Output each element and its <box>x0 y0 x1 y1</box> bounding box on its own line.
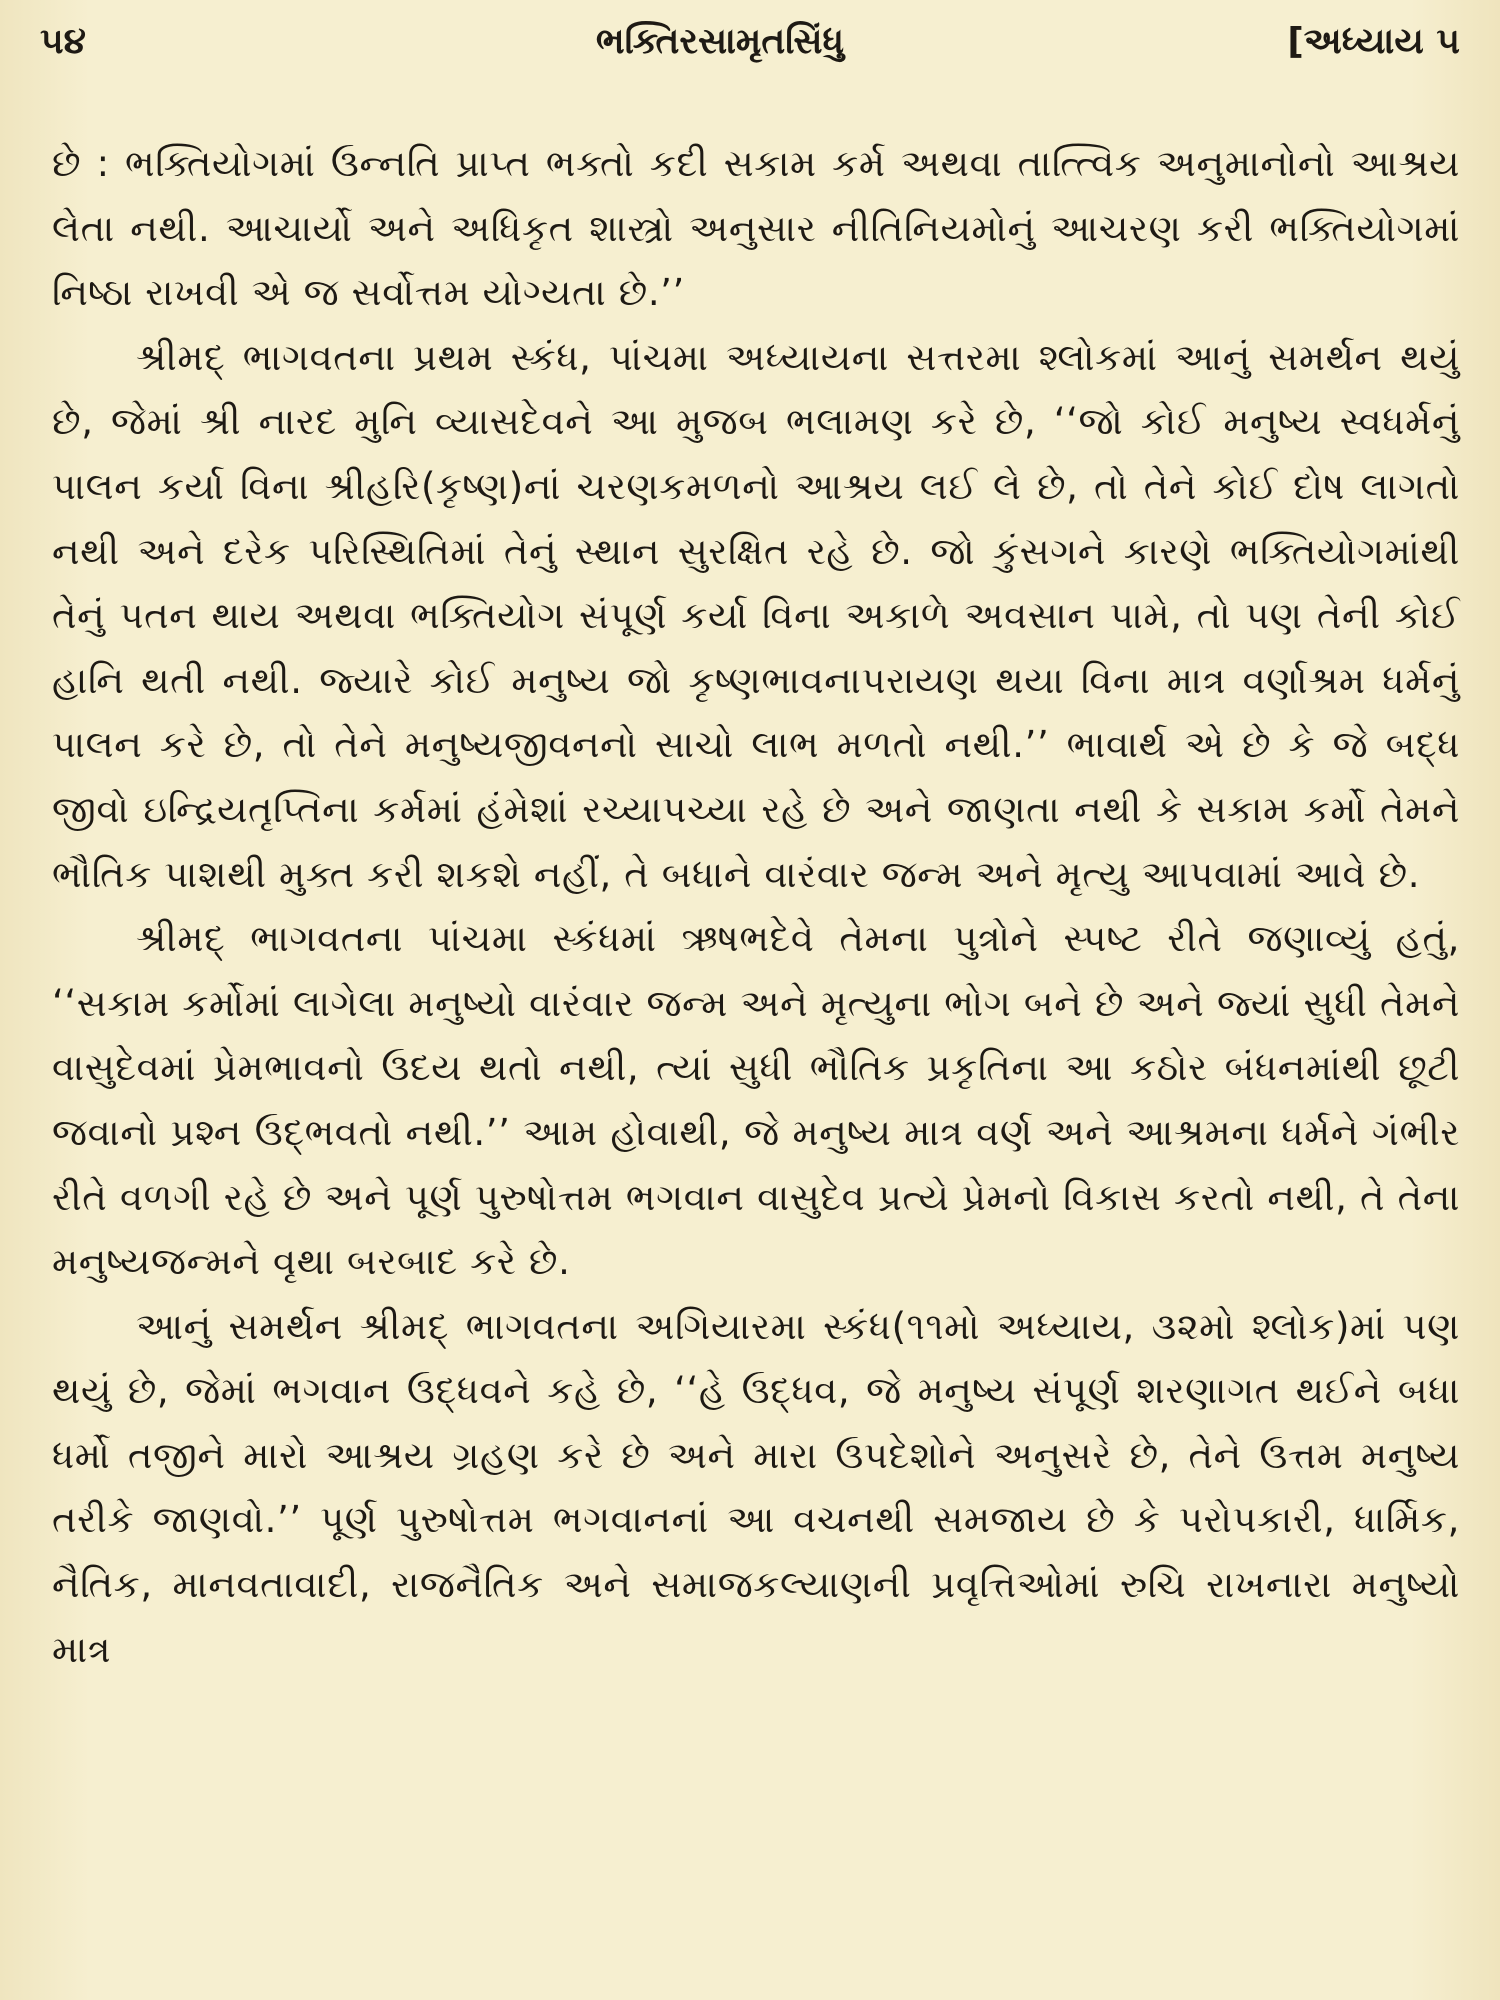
page-number: ૫૪ <box>40 21 86 62</box>
paragraph: શ્રીમદ્ ભાગવતના પાંચમા સ્કંધમાં ઋષભદેવે તેમના પુત્રોને સ્પષ્ટ રીતે જણાવ્યું હતું, ‘‘સકામ કર્મોમાં લાગેલા મનુષ્યો વારંવાર જન્મ અને મૃત્યુના ભોગ બને છે અને જ્યાં સુધી તેમને વાસુદેવમાં પ્રેમભાવનો ઉદય થતો નથી, ત્યાં સુધી ભૌતિક પ્રકૃતિના આ કઠોર બંધનમાંથી છૂટી જવાનો પ્રશ્ન ઉદ્ભવતો નથી.’’ આમ હોવાથી, જે મનુષ્ય માત્ર વર્ણ અને આશ્રમના ધર્મને ગંભીર રીતે વળગી રહે છે અને પૂર્ણ પુરુષોત્તમ ભગવાન વાસુદેવ પ્રત્યે પ્રેમનો વિકાસ કરતો નથી, તે તેના મનુષ્યજન્મને વૃથા બરબાદ કરે છે. <box>52 917 1461 1284</box>
paragraph: શ્રીમદ્ ભાગવતના પ્રથમ સ્કંધ, પાંચમા અધ્યાયના સત્તરમા શ્લોકમાં આનું સમર્થન થયું છે, જેમાં શ્રી નારદ મુનિ વ્યાસદેવને આ મુજબ ભલામણ કરે છે, ‘‘જો કોઈ મનુષ્ય સ્વધર્મનું પાલન કર્યા વિના શ્રીહરિ(કૃષ્ણ)નાં ચરણકમળનો આશ્રય લઈ લે છે, તો તેને કોઈ દોષ લાગતો નથી અને દરેક પરિસ્થિતિમાં તેનું સ્થાન સુરક્ષિત રહે છે. જો કુંસગને કારણે ભક્તિયોગમાંથી તેનું પતન થાય અથવા ભક્તિયોગ સંપૂર્ણ કર્યા વિના અકાળે અવસાન પામે, તો પણ તેની કોઈ હાનિ થતી નથી. જ્યારે કોઈ મનુષ્ય જો કૃષ્ણભાવનાપરાયણ થયા વિના માત્ર વર્ણાશ્રમ ધર્મનું પાલન કરે છે, તો તેને મનુષ્યજીવનનો સાચો લાભ મળતો નથી.’’ ભાવાર્થ એ છે કે જે બદ્ધ જીવો ઇન્દ્રિયતૃપ્તિના કર્મમાં હંમેશાં રચ્યાપચ્યા રહે છે અને જાણતા નથી કે સકામ કર્મો તેમને ભૌતિક પાશથી મુક્ત કરી શકશે નહીં, તે બધાને વારંવાર જન્મ અને મૃત્યુ આપવામાં આવે છે. <box>52 335 1460 896</box>
body-text <box>52 132 1460 1682</box>
page-header <box>40 12 1460 72</box>
paragraph: આનું સમર્થન શ્રીમદ્ ભાગવતના અગિયારમા સ્કંધ(૧૧મો અધ્યાય, ૩૨મો શ્લોક)માં પણ થયું છે, જેમાં ભગવાન ઉદ્ધવને કહે છે, ‘‘હે ઉદ્ધવ, જે મનુષ્ય સંપૂર્ણ શરણાગત થઈને બધા ધર્મો તજીને મારો આશ્રય ગ્રહણ કરે છે અને મારા ઉપદેશોને અનુસરે છે, તેને ઉત્તમ મનુષ્ય તરીકે જાણવો.’’ પૂર્ણ પુરુષોત્તમ ભગવાનનાં આ વચનથી સમજાય છે કે પરોપકારી, ધાર્મિક, નૈતિક, માનવતાવાદી, રાજનૈતિક અને સમાજકલ્યાણની પ્રવૃત્તિઓમાં રુચિ રાખનારા મનુષ્યો માત્ર <box>52 1304 1460 1671</box>
paragraph-continuation: છે : ભક્તિયોગમાં ઉન્નતિ પ્રાપ્ત ભક્તો કદી સકામ કર્મ અથવા તાત્ત્વિક અનુમાનોનો આશ્રય લેતા નથી. આચાર્યો અને અધિકૃત શાસ્ત્રો અનુસાર નીતિનિયમોનું આચરણ કરી ભક્તિયોગમાં નિષ્ઠા રાખવી એ જ સર્વોત્તમ યોગ્યતા છે.’’ <box>52 142 1460 315</box>
running-title: ભક્તિરસામૃતસિંધુ <box>595 21 845 62</box>
chapter-label: [અધ્યાય ૫ <box>1287 21 1460 62</box>
